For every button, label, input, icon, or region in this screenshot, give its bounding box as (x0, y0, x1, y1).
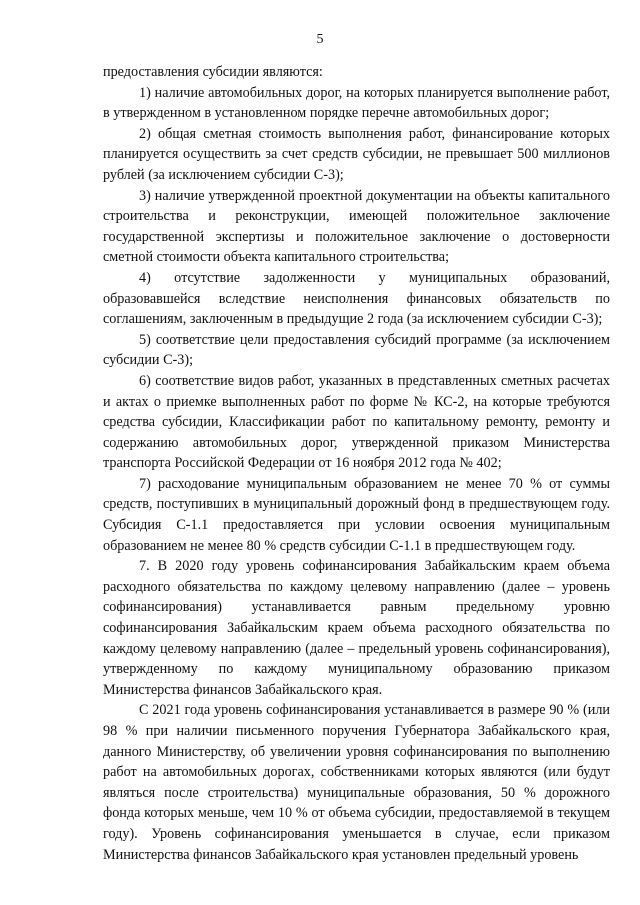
paragraph-condition-5: 5) соответствие цели предоставления субсидий программе (за исключением субсидии С-3); (103, 331, 610, 369)
page-number: 5 (316, 32, 324, 47)
paragraph-condition-4: 4) отсутствие задолженности у муниципальных образований, образовавшейся вследствие неисполнения финансовых обязательств по соглашениям, заключенным в предыдущие 2 года (за исключением субсидии С-3); (103, 269, 610, 328)
paragraph-condition-1: 1) наличие автомобильных дорог, на которых планируется выполнение работ, в утвержденном в установленном порядке перечне автомобильных дорог; (103, 84, 610, 122)
paragraph-condition-6: 6) соответствие видов работ, указанных в представленных сметных расчетах и актах о приемке выполненных работ по форме № КС-2, на которые требуются средства субсидии, Классификации работ по капитальному ремонту, ремонту и содержанию автомобильных дорог, утвержденной приказом Министерства транспорта Российской Федерации от 16 ноября 2012 года № 402; (103, 372, 610, 472)
document-body (103, 62, 610, 865)
paragraph-2021-level: С 2021 года уровень софинансирования устанавливается в размере 90 % (или 98 % при наличии письменного поручения Губернатора Забайкальского края, данного Министерству, об увеличении уровня софинансирования по выполнению работ на автомобильных дорогах, собственниками которых являются (или будут являться после строительства) муниципальные образования, 50 % дорожного фонда которых меньше, чем 10 % от объема субсидии, предоставляемой в текущем году). Уровень софинансирования уменьшается в случае, если приказом Министерства финансов Забайкальского края установлен предельный уровень (103, 702, 610, 863)
paragraph-condition-3: 3) наличие утвержденной проектной документации на объекты капитального строительства и реконструкции, имеющей положительное заключение государственной экспертизы и положительное заключение о достоверности сметной стоимости объекта капитального строительства; (103, 187, 610, 266)
paragraph-section-7: 7. В 2020 году уровень софинансирования Забайкальским краем объема расходного обязательства по каждому целевому направлению (далее – уровень софинансирования) устанавливается равным предельному уровню софинансирования Забайкальским краем объема расходного обязательства по каждому целевому направлению (далее – предельный уровень софинансирования), утвержденному по каждому муниципальному образованию приказом Министерства финансов Забайкальского края. (103, 558, 610, 698)
paragraph-intro: предоставления субсидии являются: (103, 64, 323, 80)
paragraph-condition-2: 2) общая сметная стоимость выполнения работ, финансирование которых планируется осуществить за счет средств субсидии, не превышает 500 миллионов рублей (за исключением субсидии С-3); (103, 125, 610, 183)
paragraph-condition-7: 7) расходование муниципальным образованием не менее 70 % от суммы средств, поступивших в муниципальный дорожный фонд в предшествующем году. Субсидия С-1.1 предоставляется при условии освоения муниципальным образованием не менее 80 % средств субсидии С-1.1 в предшествующем году. (103, 475, 610, 554)
